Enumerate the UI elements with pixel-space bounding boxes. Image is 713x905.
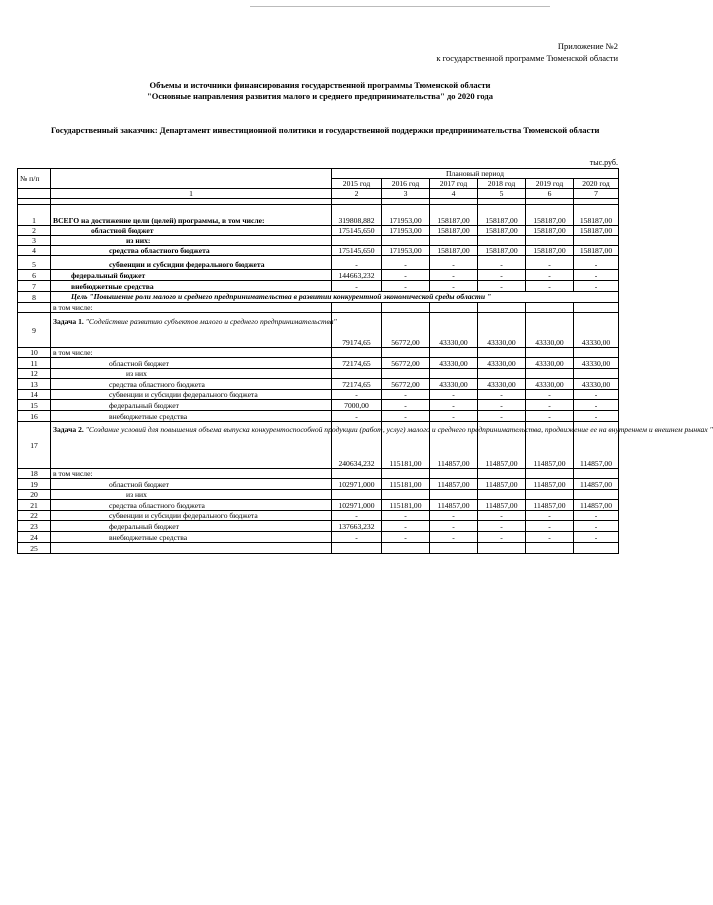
value-cell: 114857,00 (478, 422, 526, 469)
annex-header (436, 40, 618, 64)
value-cell: - (526, 390, 574, 400)
value-cell: - (478, 256, 526, 270)
value-cell: 158187,00 (574, 205, 619, 226)
value-cell: 7000,00 (332, 400, 382, 411)
value-cell: - (526, 281, 574, 292)
value-cell: - (478, 532, 526, 543)
value-cell: - (430, 390, 478, 400)
units-label: тыс.руб. (589, 158, 618, 167)
value-cell: 158187,00 (430, 246, 478, 256)
value-cell: - (430, 411, 478, 422)
value-cell: - (382, 390, 430, 400)
index-cell-empty (18, 189, 51, 199)
index-row (18, 189, 619, 199)
row-label: в том числе: (51, 303, 332, 313)
value-cell: 114857,00 (430, 479, 478, 490)
row-number: 16 (18, 411, 51, 422)
row-number: 12 (18, 369, 51, 379)
row-number: 8 (18, 292, 51, 303)
value-cell: 115181,00 (382, 500, 430, 511)
row-label: средства областного бюджета (51, 246, 332, 256)
index-cell: 3 (382, 189, 430, 199)
value-cell: 175145,650 (332, 246, 382, 256)
value-cell: 171953,00 (382, 246, 430, 256)
value-cell: - (478, 411, 526, 422)
table-row (18, 400, 619, 411)
value-cell: - (478, 281, 526, 292)
row-label: областной бюджет (51, 226, 332, 236)
value-cell: 102971,000 (332, 479, 382, 490)
value-cell: 43330,00 (430, 379, 478, 390)
row-number: 6 (18, 270, 51, 281)
row-label: внебюджетные средства (51, 411, 332, 422)
goal-label: Цель "Повышение роли малого и среднего предпринимательства в развитии конкурентной экономической среды области " (51, 292, 619, 303)
table-row (18, 479, 619, 490)
table-row (18, 379, 619, 390)
row-number: 22 (18, 511, 51, 521)
index-cell: 4 (430, 189, 478, 199)
value-cell: 114857,00 (478, 479, 526, 490)
value-cell: - (430, 400, 478, 411)
row-number: 19 (18, 479, 51, 490)
value-cell: - (332, 411, 382, 422)
row-number: 5 (18, 256, 51, 270)
value-cell: - (574, 511, 619, 521)
year-header: 2015 год (332, 179, 382, 189)
row-label: в том числе: (51, 469, 332, 479)
row-label: из них: (51, 236, 332, 246)
value-cell: - (526, 400, 574, 411)
value-cell: 43330,00 (574, 379, 619, 390)
value-cell: 175145,650 (332, 226, 382, 236)
value-cell: - (478, 521, 526, 532)
table-row-task (18, 313, 619, 348)
row-label: федеральный бюджет (51, 270, 332, 281)
value-cell: 158187,00 (478, 246, 526, 256)
row-number: 10 (18, 348, 51, 358)
value-cell: - (526, 521, 574, 532)
value-cell: 158187,00 (430, 205, 478, 226)
col-num-header: № п/п (18, 169, 51, 189)
row-number: 15 (18, 400, 51, 411)
row-number (18, 303, 51, 313)
row-number: 1 (18, 205, 51, 226)
task-prefix: Задача 2. (53, 425, 86, 434)
row-label: федеральный бюджет (51, 521, 332, 532)
period-header: Плановый период (332, 169, 619, 179)
table-row (18, 246, 619, 256)
value-cell: 43330,00 (574, 313, 619, 348)
row-label: ВСЕГО на достижение цели (целей) программы, в том числе: (51, 205, 332, 226)
value-cell: 158187,00 (526, 205, 574, 226)
table-row (18, 411, 619, 422)
value-cell: - (430, 256, 478, 270)
table-row (18, 226, 619, 236)
value-cell: 158187,00 (574, 246, 619, 256)
index-cell: 1 (51, 189, 332, 199)
value-cell: 158187,00 (430, 226, 478, 236)
year-header: 2019 год (526, 179, 574, 189)
value-cell: 240634,232 (332, 422, 382, 469)
row-label: областной бюджет (51, 479, 332, 490)
value-cell: 158187,00 (478, 205, 526, 226)
value-cell: - (430, 281, 478, 292)
value-cell: - (332, 390, 382, 400)
value-cell: 158187,00 (526, 226, 574, 236)
annex-reference: к государственной программе Тюменской области (436, 53, 618, 63)
value-cell: - (526, 256, 574, 270)
row-label (51, 543, 332, 554)
value-cell: - (478, 511, 526, 521)
value-cell: - (574, 270, 619, 281)
value-cell: - (574, 281, 619, 292)
value-cell: - (382, 532, 430, 543)
row-label: федеральный бюджет (51, 400, 332, 411)
row-label: в том числе: (51, 348, 332, 358)
value-cell: - (382, 521, 430, 532)
row-number: 20 (18, 490, 51, 500)
value-cell: - (478, 390, 526, 400)
value-cell: - (430, 270, 478, 281)
row-number: 9 (18, 313, 51, 348)
row-number: 3 (18, 236, 51, 246)
index-cell: 2 (332, 189, 382, 199)
table-row (18, 390, 619, 400)
value-cell: - (526, 270, 574, 281)
value-cell: - (382, 411, 430, 422)
value-cell: - (574, 521, 619, 532)
value-cell: 43330,00 (430, 313, 478, 348)
value-cell: 319808,882 (332, 205, 382, 226)
row-label: из них (51, 369, 332, 379)
value-cell: - (332, 256, 382, 270)
value-cell: 158187,00 (478, 226, 526, 236)
value-cell: 43330,00 (526, 379, 574, 390)
year-header: 2018 год (478, 179, 526, 189)
value-cell: 171953,00 (382, 226, 430, 236)
year-header: 2016 год (382, 179, 430, 189)
value-cell: 144663,232 (332, 270, 382, 281)
value-cell: - (332, 532, 382, 543)
table-row (18, 256, 619, 270)
title-line-1: Объемы и источники финансирования государственной программы Тюменской области (149, 80, 491, 90)
value-cell: - (382, 281, 430, 292)
task-text: "Создание условий для повышения объема выпуска конкурентоспособной продукции (работ, услуг) малого и среднего предпринимательства, продвижение ее на внутреннем и внешнем рынках " (85, 425, 713, 434)
document-title (0, 80, 640, 102)
row-number: 24 (18, 532, 51, 543)
year-header: 2017 год (430, 179, 478, 189)
value-cell: - (430, 532, 478, 543)
value-cell: - (382, 400, 430, 411)
table-row (18, 511, 619, 521)
value-cell: - (574, 532, 619, 543)
row-label: средства областного бюджета (51, 379, 332, 390)
value-cell: 79174,65 (332, 313, 382, 348)
scan-top-edge (250, 6, 550, 7)
table-row (18, 281, 619, 292)
row-label: внебюджетные средства (51, 532, 332, 543)
value-cell: 43330,00 (478, 358, 526, 369)
row-label: областной бюджет (51, 358, 332, 369)
row-label: средства областного бюджета (51, 500, 332, 511)
row-number: 25 (18, 543, 51, 554)
value-cell: 114857,00 (574, 422, 619, 469)
value-cell: - (382, 270, 430, 281)
value-cell: - (382, 256, 430, 270)
value-cell: - (332, 281, 382, 292)
table-row (18, 500, 619, 511)
value-cell: - (574, 411, 619, 422)
table-row-goal (18, 292, 619, 303)
value-cell: - (478, 400, 526, 411)
value-cell: - (526, 532, 574, 543)
value-cell: 72174,65 (332, 379, 382, 390)
value-cell: - (574, 390, 619, 400)
table-row-task (18, 422, 619, 469)
task-text: "Содействие развитию субъектов малого и среднего предпринимательства" (85, 317, 337, 326)
row-label: из них (51, 490, 332, 500)
title-line-2: "Основные направления развития малого и среднего предпринимательства" до 2020 года (147, 91, 493, 101)
value-cell: 43330,00 (526, 313, 574, 348)
table-row (18, 236, 619, 246)
funding-table (17, 168, 713, 554)
annex-number: Приложение №2 (557, 41, 618, 51)
value-cell: 114857,00 (574, 479, 619, 490)
value-cell: 56772,00 (382, 358, 430, 369)
year-header: 2020 год (574, 179, 619, 189)
row-number: 21 (18, 500, 51, 511)
row-number: 11 (18, 358, 51, 369)
value-cell: - (478, 270, 526, 281)
row-number: 23 (18, 521, 51, 532)
table-row (18, 358, 619, 369)
table-row (18, 270, 619, 281)
value-cell: 137663,232 (332, 521, 382, 532)
row-label: субвенции и субсидии федерального бюджета (51, 256, 332, 270)
state-customer: Государственный заказчик: Департамент инвестиционной политики и государственной поддержки предпринимательства Тюменской области (51, 125, 600, 135)
row-number: 2 (18, 226, 51, 236)
value-cell: - (332, 511, 382, 521)
value-cell: 43330,00 (478, 379, 526, 390)
value-cell: 158187,00 (526, 246, 574, 256)
value-cell: - (382, 511, 430, 521)
table-row (18, 303, 619, 313)
row-number: 17 (18, 422, 51, 469)
row-number: 7 (18, 281, 51, 292)
value-cell: 171953,00 (382, 205, 430, 226)
table-row (18, 543, 619, 554)
task-label (51, 313, 337, 348)
task-prefix: Задача 1. (53, 317, 86, 326)
value-cell: - (574, 256, 619, 270)
value-cell: 158187,00 (574, 226, 619, 236)
value-cell: 72174,65 (332, 358, 382, 369)
table-row (18, 348, 619, 358)
value-cell: 114857,00 (478, 500, 526, 511)
table-row (18, 532, 619, 543)
value-cell: 114857,00 (430, 500, 478, 511)
row-number: 13 (18, 379, 51, 390)
index-cell: 7 (574, 189, 619, 199)
index-cell: 5 (478, 189, 526, 199)
value-cell: 114857,00 (526, 500, 574, 511)
value-cell: 43330,00 (430, 358, 478, 369)
value-cell: 43330,00 (526, 358, 574, 369)
row-label: внебюджетные средства (51, 281, 332, 292)
value-cell: - (430, 521, 478, 532)
value-cell: - (574, 400, 619, 411)
index-cell: 6 (526, 189, 574, 199)
header-row-period (18, 169, 619, 179)
value-cell: 56772,00 (382, 313, 430, 348)
row-number: 14 (18, 390, 51, 400)
table-row (18, 490, 619, 500)
value-cell: - (526, 511, 574, 521)
value-cell: - (430, 511, 478, 521)
row-label: субвенции и субсидии федерального бюджета (51, 390, 332, 400)
table-row (18, 369, 619, 379)
value-cell: 114857,00 (430, 422, 478, 469)
value-cell: - (526, 411, 574, 422)
value-cell: 102971,000 (332, 500, 382, 511)
value-cell: 56772,00 (382, 379, 430, 390)
value-cell: 43330,00 (574, 358, 619, 369)
row-number: 4 (18, 246, 51, 256)
value-cell: 114857,00 (574, 500, 619, 511)
table-row (18, 469, 619, 479)
value-cell: 114857,00 (526, 479, 574, 490)
value-cell: 115181,00 (382, 479, 430, 490)
table-row (18, 521, 619, 532)
col-label-header (51, 169, 332, 189)
row-number: 18 (18, 469, 51, 479)
table-row (18, 205, 619, 226)
value-cell: 114857,00 (526, 422, 574, 469)
value-cell: 43330,00 (478, 313, 526, 348)
value-cell: 115181,00 (382, 422, 430, 469)
row-label: субвенции и субсидии федерального бюджета (51, 511, 332, 521)
